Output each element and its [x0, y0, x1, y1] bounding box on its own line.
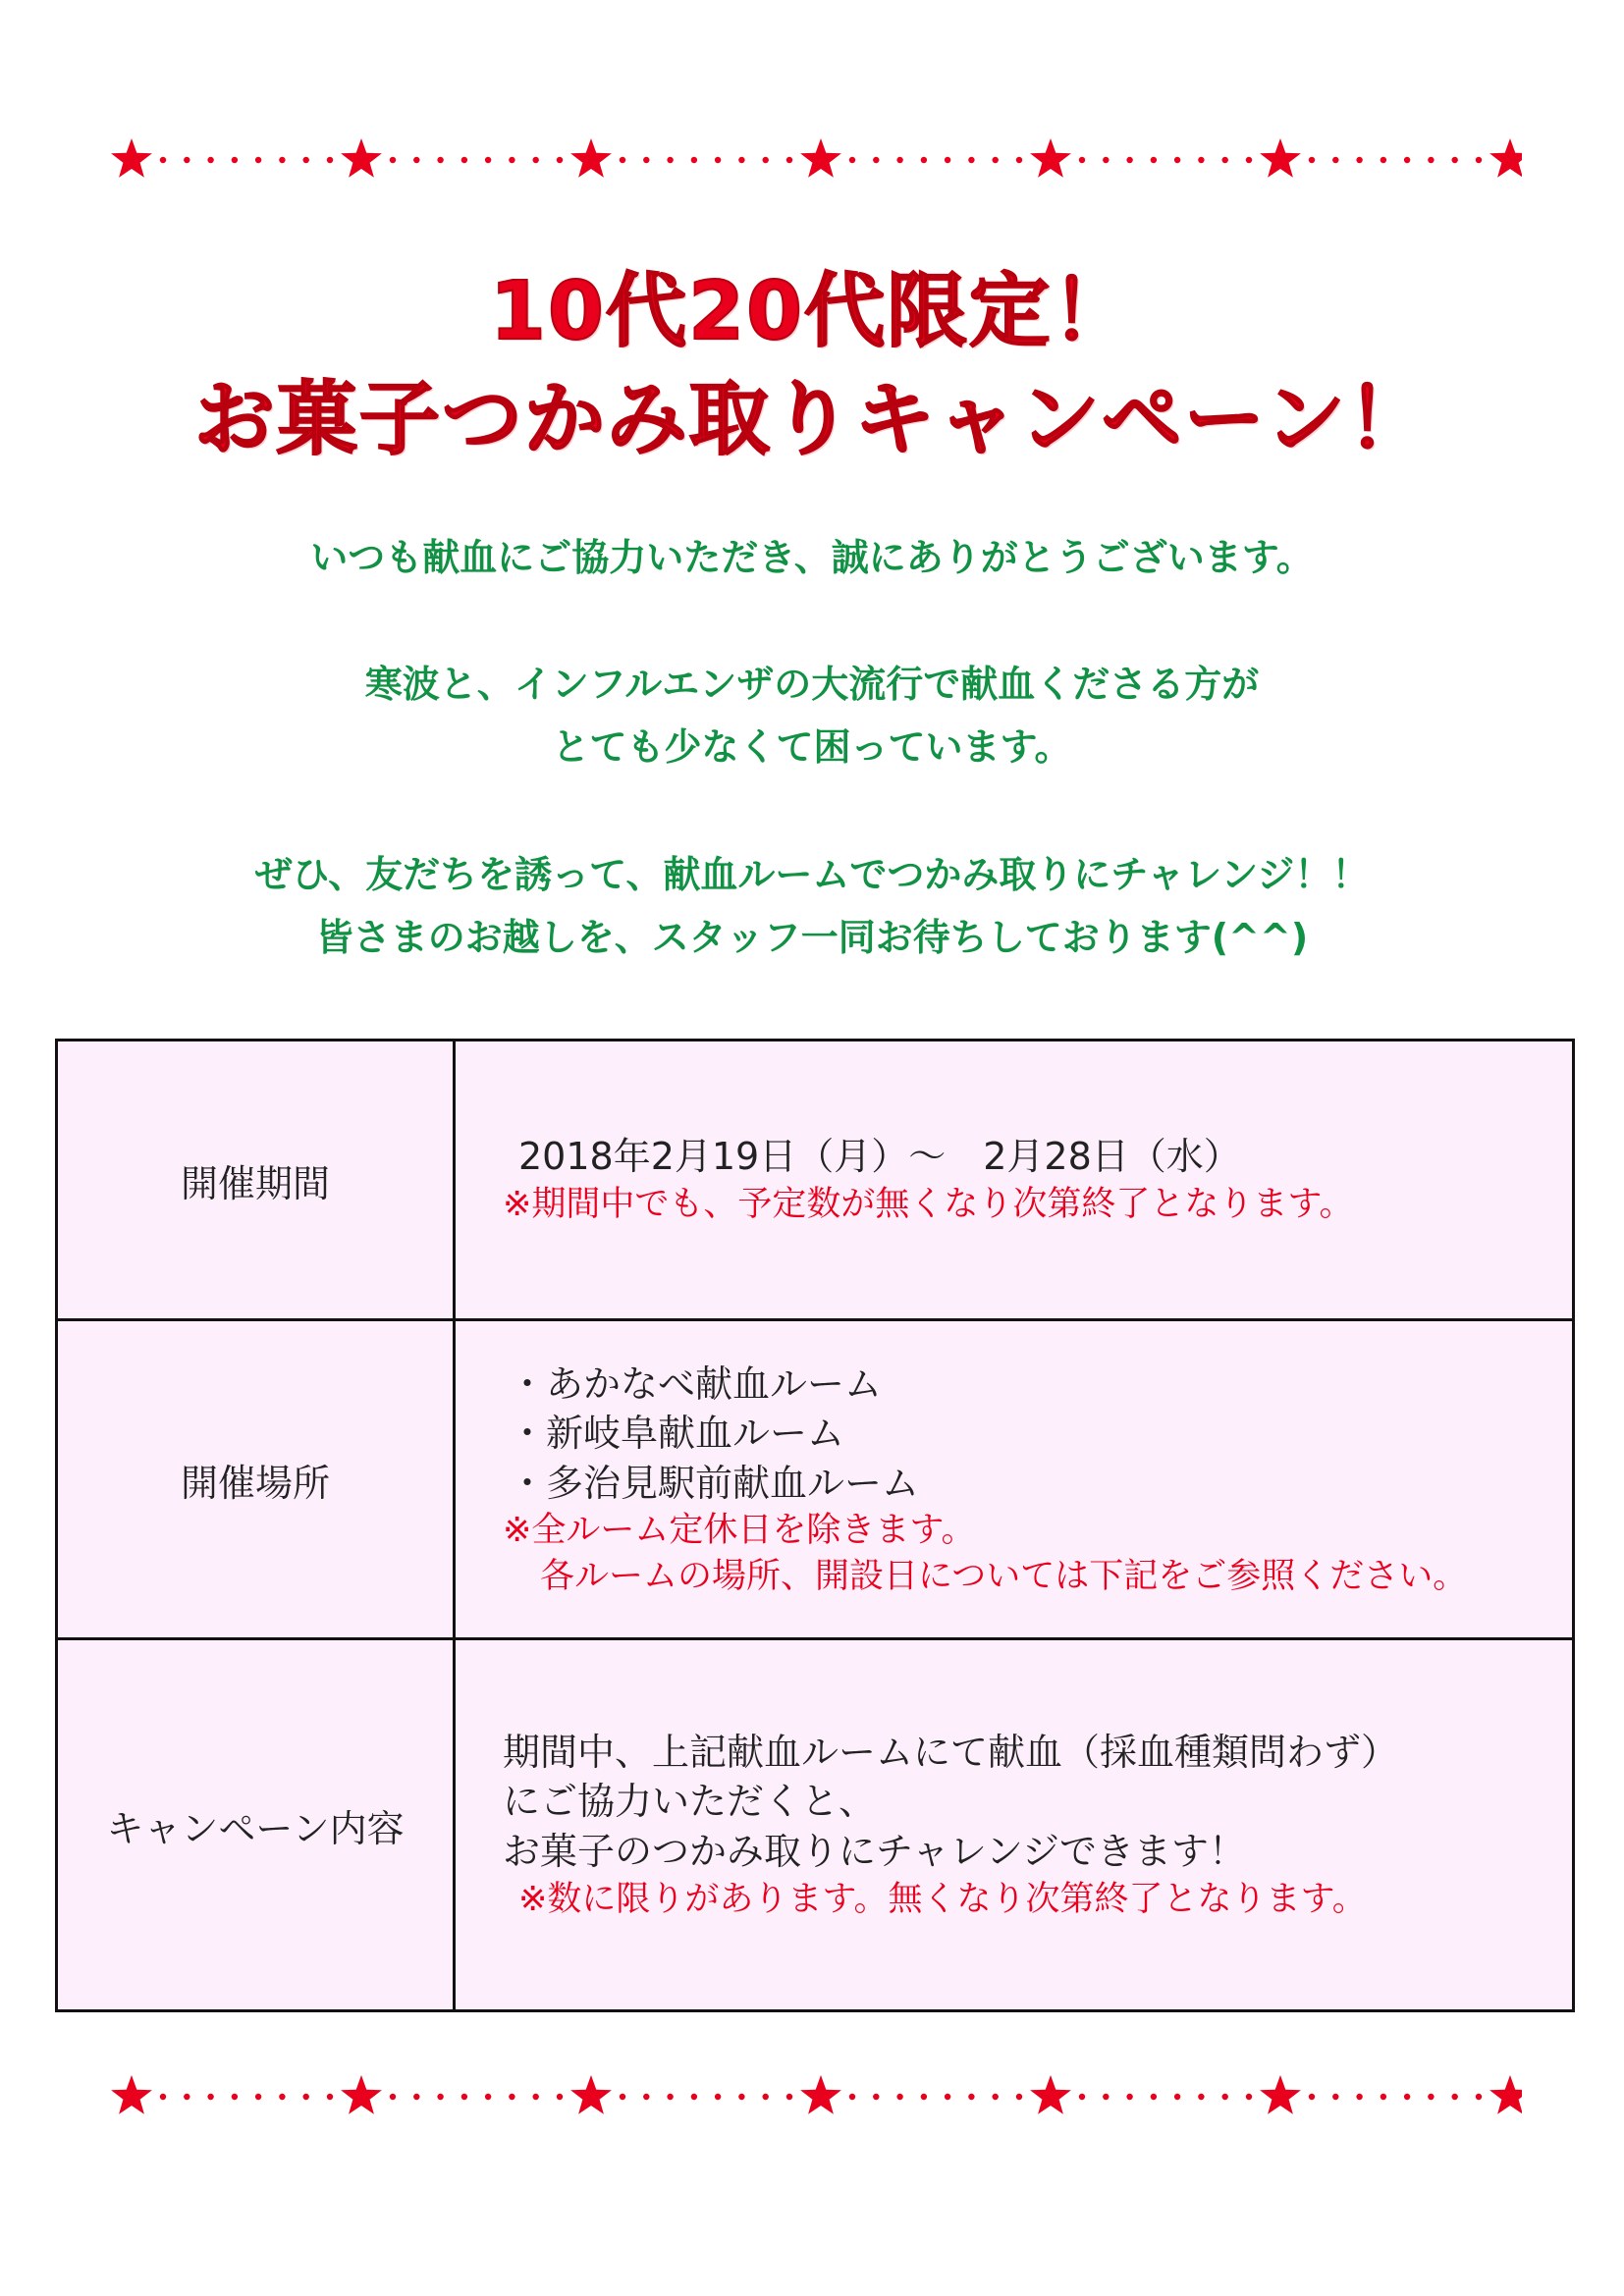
star-icon — [570, 138, 612, 178]
star-icon — [1030, 2075, 1071, 2114]
dot-icon — [1309, 2094, 1315, 2100]
dot-icon — [968, 2094, 974, 2100]
dot-icon — [738, 157, 744, 163]
dot-icon — [303, 2094, 309, 2100]
venue-item: ・多治見駅前献血ルーム — [509, 1461, 920, 1505]
dot-icon — [945, 157, 950, 163]
dot-icon — [1476, 2094, 1482, 2100]
dot-icon — [1126, 2094, 1132, 2100]
star-border-bottom-svg — [108, 2067, 1522, 2126]
dot-icon — [1198, 2094, 1204, 2100]
venue-item: ・あかなべ献血ルーム — [509, 1362, 883, 1406]
dot-icon — [1079, 2094, 1085, 2100]
dot-icon — [896, 157, 902, 163]
dot-icon — [1309, 157, 1315, 163]
dot-icon — [620, 157, 625, 163]
venue-note-2: 各ルームの場所、開設日については下記をご参照ください。 — [540, 1556, 1468, 1596]
dot-icon — [232, 157, 238, 163]
message-line-2: 寒波と、インフルエンザの大流行で献血くださる方が — [364, 663, 1260, 706]
campaign-title-line2: お菓子つかみ取りキャンペーン！ — [193, 373, 1431, 466]
dot-icon — [160, 2094, 166, 2100]
dot-icon — [160, 157, 166, 163]
content-line-1: 期間中、上記献血ルームにて献血（採血種類問わず） — [503, 1730, 1399, 1774]
dot-icon — [1404, 2094, 1410, 2100]
dot-icon — [557, 157, 563, 163]
dot-icon — [921, 2094, 927, 2100]
dot-icon — [509, 2094, 514, 2100]
dot-icon — [1198, 157, 1204, 163]
dot-icon — [207, 157, 213, 163]
star-border-top — [108, 131, 1522, 189]
venue-label: 開催場所 — [57, 1320, 455, 1639]
dot-icon — [993, 2094, 999, 2100]
content-value — [455, 1639, 1574, 2011]
content-line-3: お菓子のつかみ取りにチャレンジできます！ — [503, 1829, 1246, 1873]
dot-icon — [763, 2094, 769, 2100]
dot-icon — [1356, 157, 1362, 163]
dot-icon — [533, 2094, 539, 2100]
table-row-period — [57, 1041, 1574, 1320]
message-line-3: とても少なくて困っています。 — [552, 725, 1072, 769]
dot-icon — [1452, 157, 1458, 163]
star-icon — [1030, 138, 1071, 178]
dot-icon — [1476, 157, 1482, 163]
dot-icon — [1380, 157, 1386, 163]
dot-icon — [485, 157, 491, 163]
dot-icon — [1246, 2094, 1252, 2100]
dot-icon — [413, 2094, 419, 2100]
dot-icon — [620, 2094, 625, 2100]
dot-icon — [279, 2094, 285, 2100]
campaign-title-line1: 10代20代限定！ — [489, 265, 1135, 358]
dot-icon — [945, 2094, 950, 2100]
dot-icon — [786, 2094, 792, 2100]
star-icon — [341, 138, 382, 178]
dot-icon — [327, 157, 333, 163]
dot-icon — [715, 157, 721, 163]
venue-note-1: ※全ルーム定休日を除きます。 — [503, 1511, 976, 1551]
star-icon — [570, 2075, 612, 2114]
star-icon — [341, 2075, 382, 2114]
campaign-info-table — [55, 1039, 1575, 2012]
content-note: ※数に限りがあります。無くなり次第終了となります。 — [518, 1879, 1367, 1919]
message-line-5: 皆さまのお越しを、スタッフ一同お待ちしております(^^) — [315, 916, 1309, 959]
dot-icon — [873, 157, 879, 163]
dot-icon — [1222, 2094, 1228, 2100]
dot-icon — [255, 2094, 261, 2100]
dot-icon — [643, 157, 649, 163]
dot-icon — [763, 157, 769, 163]
dot-icon — [667, 2094, 673, 2100]
dot-icon — [921, 157, 927, 163]
dot-icon — [1016, 2094, 1022, 2100]
venue-value — [455, 1320, 1574, 1639]
period-note: ※期間中でも、予定数が無くなり次第終了となります。 — [503, 1184, 1354, 1224]
dot-icon — [1174, 2094, 1180, 2100]
star-icon — [1260, 2075, 1301, 2114]
content-label: キャンペーン内容 — [57, 1639, 455, 2011]
dot-icon — [1103, 157, 1109, 163]
star-icon — [111, 2075, 152, 2114]
dot-icon — [1126, 157, 1132, 163]
dot-icon — [232, 2094, 238, 2100]
dot-icon — [390, 2094, 396, 2100]
dot-icon — [1332, 2094, 1338, 2100]
dot-icon — [184, 157, 189, 163]
dot-icon — [461, 157, 467, 163]
dot-icon — [1151, 157, 1157, 163]
dot-icon — [1452, 2094, 1458, 2100]
dot-icon — [533, 157, 539, 163]
dot-icon — [485, 2094, 491, 2100]
dot-icon — [691, 2094, 697, 2100]
dot-icon — [738, 2094, 744, 2100]
dot-icon — [1356, 2094, 1362, 2100]
dot-icon — [1016, 157, 1022, 163]
dot-icon — [1079, 157, 1085, 163]
dot-icon — [715, 2094, 721, 2100]
dot-icon — [184, 2094, 189, 2100]
star-border-top-svg — [108, 131, 1522, 189]
dot-icon — [461, 2094, 467, 2100]
dot-icon — [643, 2094, 649, 2100]
star-icon — [800, 2075, 841, 2114]
dot-icon — [1404, 157, 1410, 163]
star-icon — [1489, 138, 1522, 178]
dot-icon — [1103, 2094, 1109, 2100]
period-date: 2018年2月19日（月）～ 2月28日（水） — [518, 1135, 1241, 1179]
star-icon — [1489, 2075, 1522, 2114]
dot-icon — [873, 2094, 879, 2100]
dot-icon — [1222, 157, 1228, 163]
dot-icon — [437, 2094, 443, 2100]
period-label: 開催期間 — [57, 1041, 455, 1320]
dot-icon — [279, 157, 285, 163]
dot-icon — [1332, 157, 1338, 163]
star-icon — [800, 138, 841, 178]
dot-icon — [303, 157, 309, 163]
star-border-bottom — [108, 2067, 1522, 2126]
dot-icon — [1380, 2094, 1386, 2100]
message-line-4: ぜひ、友だちを誘って、献血ルームでつかみ取りにチャレンジ！！ — [254, 853, 1370, 896]
content-line-2: にご協力いただくと、 — [503, 1780, 877, 1824]
dot-icon — [896, 2094, 902, 2100]
dot-icon — [691, 157, 697, 163]
dot-icon — [1428, 2094, 1434, 2100]
dot-icon — [786, 157, 792, 163]
table-row-content — [57, 1639, 1574, 2011]
dot-icon — [1246, 157, 1252, 163]
dot-icon — [413, 157, 419, 163]
dot-icon — [390, 157, 396, 163]
message-line-1: いつも献血にご協力いただき、誠にありがとうございます。 — [310, 536, 1314, 579]
dot-icon — [1174, 157, 1180, 163]
dot-icon — [1151, 2094, 1157, 2100]
dot-icon — [207, 2094, 213, 2100]
dot-icon — [255, 157, 261, 163]
star-icon — [111, 138, 152, 178]
dot-icon — [327, 2094, 333, 2100]
dot-icon — [437, 157, 443, 163]
dot-icon — [993, 157, 999, 163]
venue-item: ・新岐阜献血ルーム — [509, 1412, 845, 1456]
dot-icon — [1428, 157, 1434, 163]
dot-icon — [557, 2094, 563, 2100]
table-row-venue — [57, 1320, 1574, 1639]
dot-icon — [968, 157, 974, 163]
dot-icon — [509, 157, 514, 163]
dot-icon — [849, 2094, 855, 2100]
star-icon — [1260, 138, 1301, 178]
dot-icon — [667, 157, 673, 163]
dot-icon — [849, 157, 855, 163]
period-value — [455, 1041, 1574, 1320]
